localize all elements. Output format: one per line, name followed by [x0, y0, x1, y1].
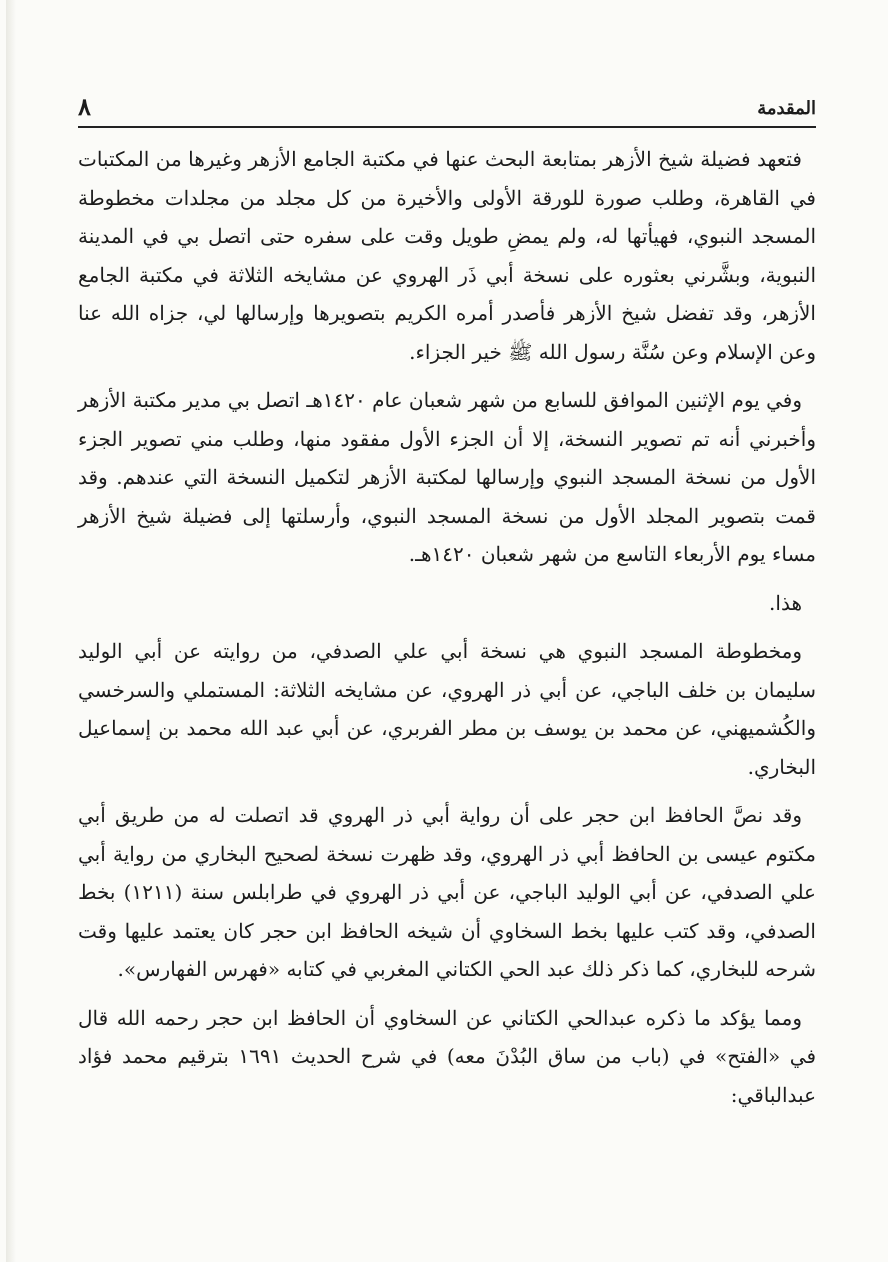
page-number: ٨	[78, 92, 91, 121]
paragraph: وفي يوم الإثنين الموافق للسابع من شهر شعبان عام ١٤٢٠هـ اتصل بي مدير مكتبة الأزهر وأخبرني أنه تم تصوير النسخة، إلا أن الجزء الأول مفقود منها، وطلب مني تصوير الجزء الأول من نسخة المسجد النبوي وإرسالها لمكتبة الأزهر لتكميل النسخة التي عندهم. وقد قمت بتصوير المجلد الأول من نسخة المسجد النبوي، وأرسلتها إلى فضيلة شيخ الأزهر مساء يوم الأربعاء التاسع من شهر شعبان ١٤٢٠هـ.	[78, 388, 816, 566]
paragraph: وقد نصَّ الحافظ ابن حجر على أن رواية أبي ذر الهروي قد اتصلت له من طريق أبي مكتوم عيسى بن الحافظ أبي ذر الهروي، وقد ظهرت نسخة لصحيح البخاري من رواية أبي علي الصدفي، عن أبي الوليد الباجي، عن أبي ذر الهروي في طرابلس سنة (١٢١١) بخط الصدفي، وقد كتب عليها بخط السخاوي أن شيخه الحافظ ابن حجر كان يعتمد عليها وقت شرحه للبخاري، كما ذكر ذلك عبد الحي الكتاني المغربي في كتابه «فهرس الفهارس».	[78, 803, 816, 981]
running-header	[78, 92, 816, 128]
paragraph: هذا.	[769, 590, 802, 615]
page-body	[78, 140, 816, 1124]
page-spine-shadow	[6, 0, 16, 1262]
paragraph: ومما يؤكد ما ذكره عبدالحي الكتاني عن السخاوي أن الحافظ ابن حجر رحمه الله قال في «الفتح» في (باب من ساق البُدْنَ معه) في شرح الحديث ١٦٩١ بترقيم محمد فؤاد عبدالباقي:	[78, 1005, 817, 1107]
section-title: المقدمة	[757, 98, 816, 119]
paragraph: فتعهد فضيلة شيخ الأزهر بمتابعة البحث عنها في مكتبة الجامع الأزهر وغيرها من المكتبات في القاهرة، وطلب صورة للورقة الأولى والأخيرة من كل مجلد من مجلدات مخطوطة المسجد النبوي، فهيأتها له، ولم يمضِ طويل وقت على سفره حتى اتصل بي في المدينة النبوية، وبشَّرني بعثوره على نسخة أبي ذَر الهروي عن مشايخه الثلاثة في مكتبة الجامع الأزهر، وقد تفضل شيخ الأزهر فأصدر أمره الكريم بتصويرها وإرسالها لي، جزاه الله عنا وعن الإسلام وعن سُنَّة رسول الله ﷺ خير الجزاء.	[78, 147, 816, 364]
paragraph: ومخطوطة المسجد النبوي هي نسخة أبي علي الصدفي، من روايته عن أبي الوليد سليمان بن خلف الباجي، عن أبي ذر الهروي، عن مشايخه الثلاثة: المستملي والسرخسي والكُشميهني، عن محمد بن يوسف بن مطر الفربري، عن أبي عبد الله محمد بن إسماعيل البخاري.	[78, 639, 816, 779]
